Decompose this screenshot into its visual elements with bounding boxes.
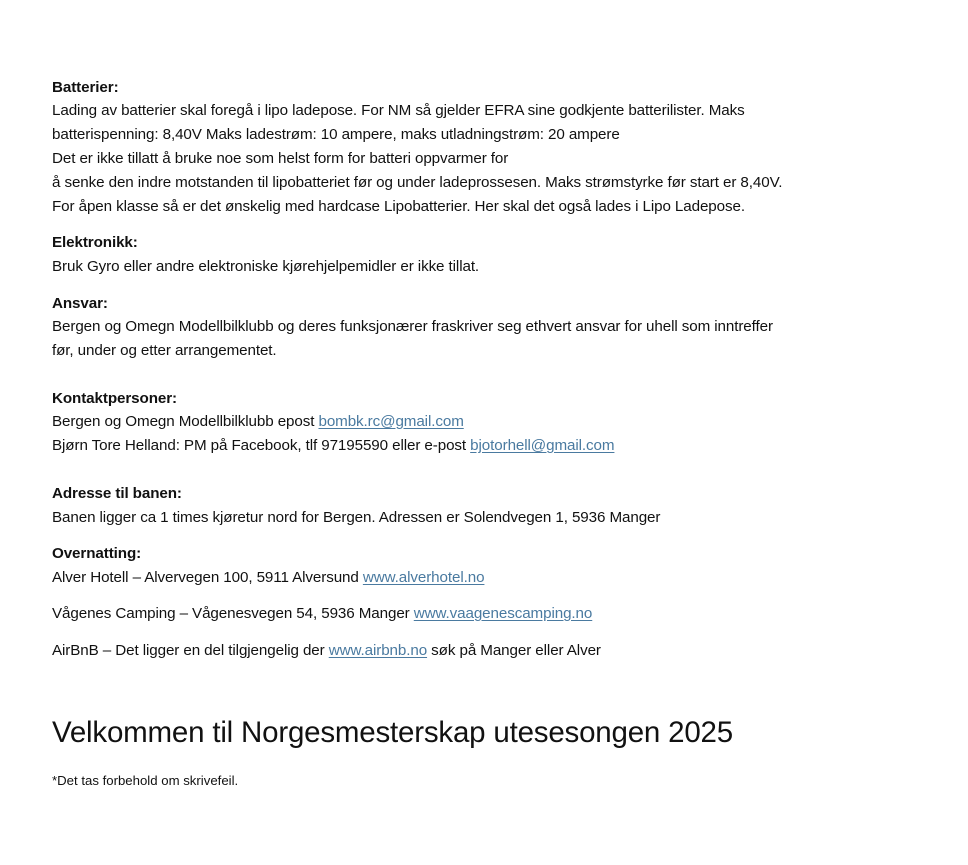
airbnb-link[interactable]: www.airbnb.no	[328, 642, 428, 659]
kontakt-club-text: Bergen og Omegn Modellbilklubb epost	[52, 413, 319, 430]
elektronikk-text-line-1: Bruk Gyro eller andre elektroniske kjørehjelpemidler er ikke tillat.	[52, 258, 480, 275]
airbnb-text: AirBnB – Det ligger en del tilgjengelig der	[52, 642, 329, 659]
overnatting-hotel-line	[52, 568, 484, 588]
batterier-text-line-2: batterispenning: 8,40V Maks ladestrøm: 10 ampere, maks utladningstrøm: 20 ampere	[52, 126, 620, 143]
kontakt-heading: Kontaktpersoner:	[52, 390, 177, 407]
kontakt-person-text: Bjørn Tore Helland: PM på Facebook, tlf 97195590 eller e-post	[52, 437, 471, 454]
footnote: *Det tas forbehold om skrivefeil.	[52, 773, 239, 788]
kontakt-person-line	[52, 436, 614, 456]
ansvar-text-line-1: Bergen og Omegn Modellbilklubb og deres funksjonærer fraskriver seg ethvert ansvar for uhell som inntreffer	[52, 318, 773, 335]
club-email-link[interactable]: bombk.rc@gmail.com	[318, 413, 464, 430]
page-title: Velkommen til Norgesmesterskap utesesongen 2025	[52, 716, 733, 749]
batterier-text-line-3: Det er ikke tillatt å bruke noe som helst form for batteri oppvarmer for	[52, 150, 509, 167]
person-email-link[interactable]: bjotorhell@gmail.com	[470, 437, 615, 454]
airbnb-suffix-text: søk på Manger eller Alver	[427, 642, 601, 659]
kontakt-club-line	[52, 412, 464, 432]
overnatting-airbnb-line	[52, 641, 601, 661]
batterier-text-line-5: For åpen klasse så er det ønskelig med hardcase Lipobatterier. Her skal det også lades i Lipo Ladepose.	[52, 198, 745, 215]
hotel-text: Alver Hotell – Alvervegen 100, 5911 Alversund	[52, 569, 363, 586]
overnatting-camping-line	[52, 604, 592, 624]
overnatting-heading: Overnatting:	[52, 545, 142, 562]
batterier-text-line-4: å senke den indre motstanden til lipobatteriet før og under ladeprossesen. Maks strømstyrke før start er 8,40V.	[52, 174, 783, 191]
adresse-heading: Adresse til banen:	[52, 485, 182, 502]
elektronikk-heading: Elektronikk:	[52, 234, 138, 251]
ansvar-text-line-2: før, under og etter arrangementet.	[52, 342, 277, 359]
ansvar-heading: Ansvar:	[52, 295, 108, 312]
adresse-text-line-1: Banen ligger ca 1 times kjøretur nord for Bergen. Adressen er Solendvegen 1, 5936 Manger	[52, 509, 661, 526]
batterier-heading: Batterier:	[52, 79, 119, 96]
camping-text: Vågenes Camping – Vågenesvegen 54, 5936 Manger	[52, 605, 414, 622]
batterier-text-line-1: Lading av batterier skal foregå i lipo ladepose. For NM så gjelder EFRA sine godkjente batterilister. Maks	[52, 102, 745, 119]
hotel-link[interactable]: www.alverhotel.no	[362, 569, 485, 586]
camping-link[interactable]: www.vaagenescamping.no	[413, 605, 593, 622]
